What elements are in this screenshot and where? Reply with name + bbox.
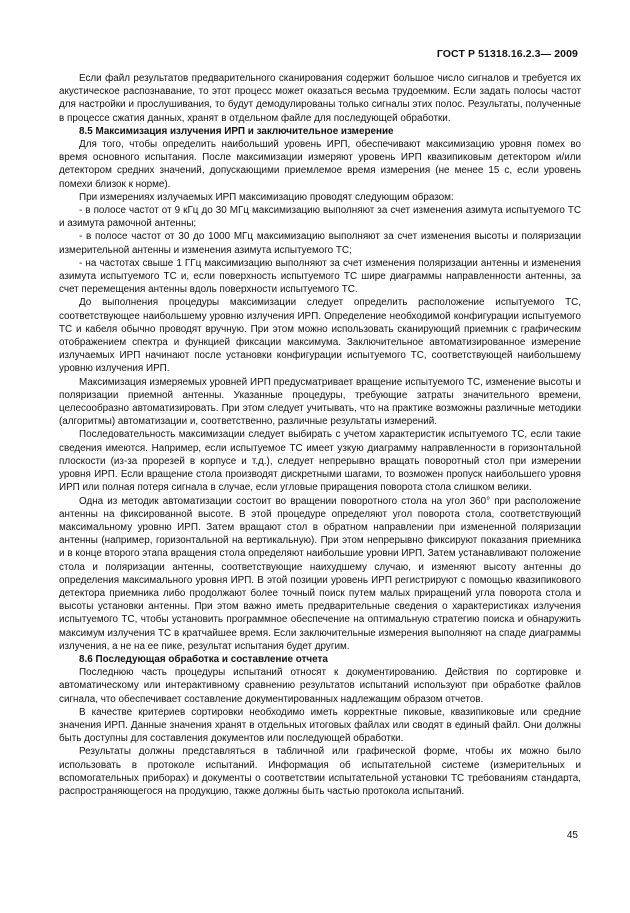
paragraph: Для того, чтобы определить наибольший уровень ИРП, обеспечивают максимизацию уровня помех во время основного испытания. После максимизации измеряют уровень ИРП квазипиковым детектором и/или детектором средних значений, допускающими приемлемое время измерения (не менее 15 с, если уровень помехи близок к норме). <box>59 139 581 190</box>
paragraph: Результаты должны представляться в табличной или графической форме, чтобы их можно было использовать в протоколе испытаний. Информация об испытательной системе (измерительных и вспомогательных приборах) и документы о соответствии испытательной установки ТС требованиям стандарта, распространяющегося на продукцию, также должны быть частью протокола испытаний. <box>59 746 581 797</box>
section-heading-8-6: 8.6 Последующая обработка и составление отчета <box>79 653 328 665</box>
paragraph: Последовательность максимизации следует выбирать с учетом характеристик испытуемого ТС, если такие сведения имеются. Например, если испытуемое ТС имеет узкую диаграмму направленности в горизонтальной плоскости (из-за прорезей в корпусе и т.д.), следует непрерывно вращать поворотный стол при измерении уровня ИРП. Если вращение стола производят дискретными шагами, то возможен пропуск наибольшего уровня ИРП или полная потеря сигнала в случае, если угловые приращения поворота стола слишком велики. <box>59 429 581 494</box>
list-item: - на частотах свыше 1 ГГц максимизацию выполняют за счет изменения поляризации антенны и изменения азимута испытуемого ТС и, если поверхность испытуемого ТС шире диаграммы направленности антенны, за счет перемещения антенны вдоль поверхности испытуемого ТС. <box>59 257 581 296</box>
page-number: 45 <box>566 830 578 841</box>
paragraph: В качестве критериев сортировки необходимо иметь корректные пиковые, квазипиковые или средние значения ИРП. Данные значения хранят в отдельных итоговых файлах или сводят в единый файл. Они должны быть доступны для составления документов или последующей обработки. <box>59 706 581 745</box>
document-body <box>59 72 581 798</box>
paragraph: Максимизация измеряемых уровней ИРП предусматривает вращение испытуемого ТС, изменение высоты и поляризации приемной антенны. Указанные процедуры, требующие затраты значительного времени, целесообразно автоматизировать. При этом следует учитывать, что на практике возможны различные методики (алгоритмы) автоматизации и, соответственно, различные результаты измерений. <box>59 376 581 428</box>
paragraph: При измерениях излучаемых ИРП максимизацию проводят следующим образом: <box>79 191 454 203</box>
paragraph-intro: Если файл результатов предварительного сканирования содержит большое число сигналов и требуется их акустическое распознавание, то этот процесс может оказаться весьма трудоемким. Если задать полосы частот для настройки и прослушивания, то будут демодулированы только сигналы этих полос. Результаты, полученные в процессе сжатия данных, хранят в отдельном файле для последующей обработки. <box>59 73 581 124</box>
section-heading-8-5: 8.5 Максимизация излучения ИРП и заключительное измерение <box>79 125 394 137</box>
paragraph: Одна из методик автоматизации состоит во вращении поворотного стола на угол 360° при расположение антенны на фиксированной высоте. В этой процедуре определяют угол поворота стола, соответствующий максимальному уровню ИРП. Затем вращают стол в обратном направлении при измененной поляризации антенны (например, горизонтальной на вертикальную). При этом непрерывно фиксируют показания приемника и в конце второго этапа вращения стола определяют наибольшие уровни ИРП. Затем устанавливают положение стола и поляризации антенны, соответствующие наихудшему случаю, и изменяют высоту антенны до определения максимального уровня ИРП. В этой позиции уровень ИРП регистрируют с помощью квазипикового детектора приемника либо продолжают более точный поиск путем малых приращений угла поворота стола и высоты установки антенны. При этом важно иметь предварительные сведения о характеристиках излучения испытуемого ТС, чтобы установить программное обеспечение на оптимальную стратегию поиска и обнаружить максимум излучения ТС в кратчайшее время. Если заключительные измерения выполняют на спаде диаграммы излучения, а не на ее пике, результат испытания будет другим. <box>59 495 581 652</box>
list-item: - в полосе частот от 30 до 1000 МГц максимизацию выполняют за счет изменения высоты и поляризации измерительной антенны и изменения азимута испытуемого ТС; <box>59 231 581 256</box>
standard-id-header: ГОСТ Р 51318.16.2.3— 2009 <box>436 48 578 60</box>
paragraph: Последнюю часть процедуры испытаний относят к документированию. Действия по сортировке и автоматическому или интерактивному сравнению результатов испытаний используют при обработке файлов сигнала, что обеспечивает составление документированных надлежащим образом отчетов. <box>59 667 581 705</box>
list-item: - в полосе частот от 9 кГц до 30 МГц максимизацию выполняют за счет изменения азимута испытуемого ТС и азимута рамочной антенны; <box>59 205 581 230</box>
paragraph: До выполнения процедуры максимизации следует определить расположение испытуемого ТС, соответствующее наибольшему уровню излучения ИРП. Определение необходимой конфигурации испытуемого ТС и кабеля обычно проводят вручную. При этом можно использовать сканирующий приемник с графическим отображением спектра и функцией фиксации максимума. Заключительное автоматизированное измерение излучаемых ИРП начинают после установки конфигурации испытуемого ТС, соответствующей наибольшему уровню излучения ИРП. <box>59 297 581 375</box>
